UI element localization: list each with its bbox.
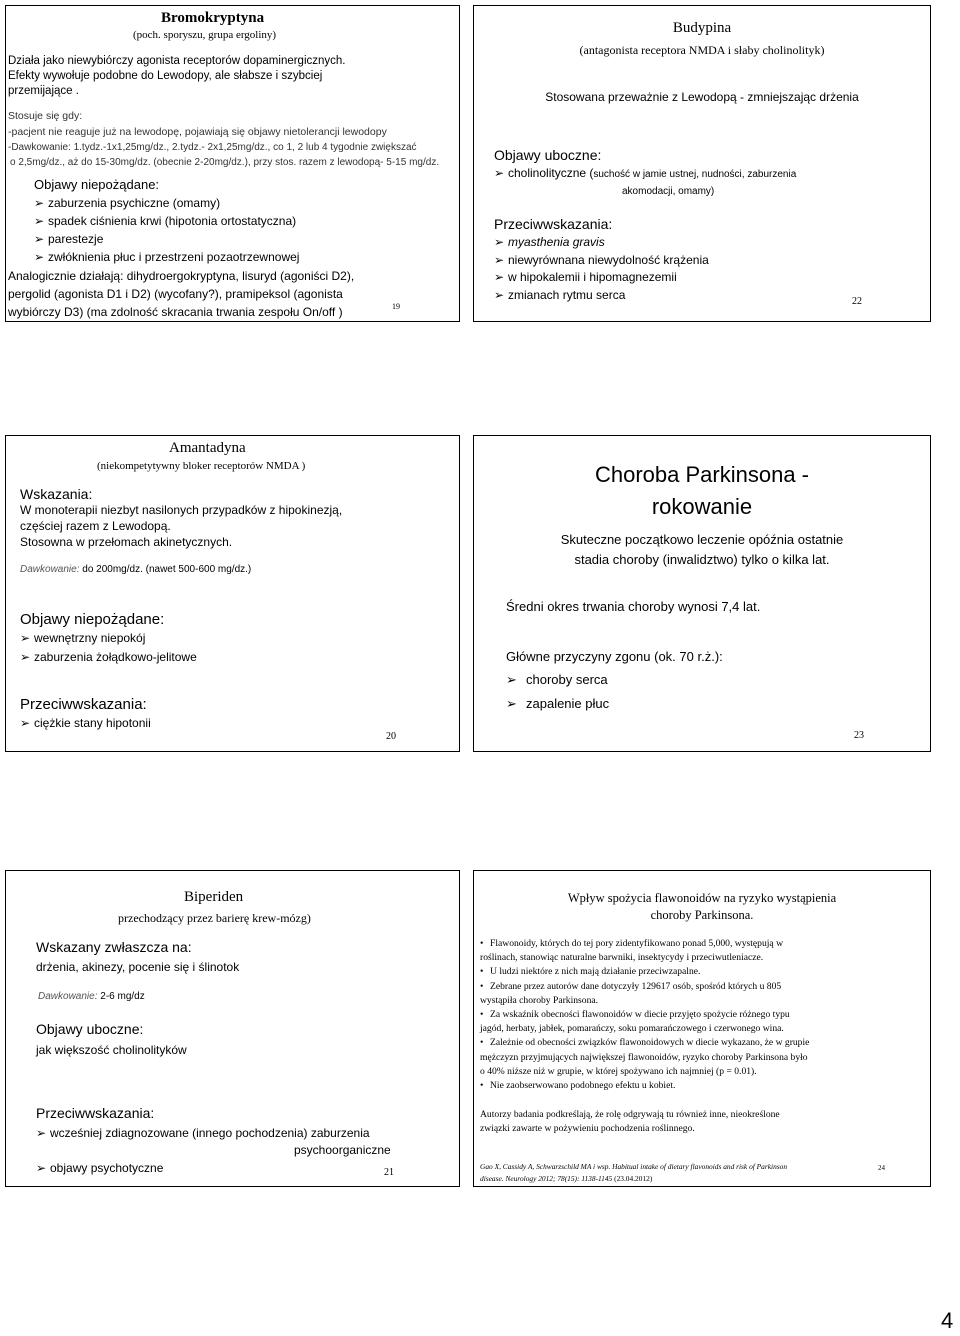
text-line: Stosuje się gdy: — [8, 110, 83, 122]
text-line: związki zawarte w pożywieniu pochodzenia roślinnego. — [480, 1123, 695, 1134]
section-heading: Wskazania: — [20, 486, 93, 502]
arrow-bullet-icon: ➢ — [494, 235, 505, 249]
list-item-detail: suchość w jamie ustnej, nudności, zaburzenia — [593, 169, 797, 180]
slide-flawonoidy — [473, 870, 931, 1187]
arrow-bullet-icon: ➢ — [506, 672, 517, 687]
bullet-list — [480, 937, 809, 1093]
slide-title: Choroba Parkinsona - — [594, 462, 809, 487]
arrow-bullet-icon: ➢ — [20, 716, 31, 730]
slide-number: 19 — [392, 302, 400, 311]
slide-subtitle: przechodzący przez barierę krew-mózg) — [118, 911, 311, 925]
list-item — [36, 1127, 370, 1141]
list-item-label: objawy psychotyczne — [50, 1161, 164, 1175]
slide-title: Bromokryptyna — [161, 10, 265, 26]
section-heading: Objawy niepożądane: — [20, 611, 165, 628]
list-item-label: choroby serca — [526, 672, 608, 687]
dosage-line — [20, 564, 251, 576]
dosage-line: o 2,5mg/dz., aż do 15-30mg/dz. (obecnie 2-20mg/dz.), przy stos. razem z lewodopą- 5-15 mg/dz. — [10, 157, 440, 168]
dosage-value: 2-6 mg/dz — [97, 991, 145, 1002]
page-number: 4 — [941, 1308, 954, 1333]
list-item — [34, 251, 299, 265]
text-line: Główne przyczyny zgonu (ok. 70 r.ż.): — [506, 649, 723, 664]
bullet-line — [480, 994, 809, 1008]
reference-date: (23.04.2012) — [614, 1174, 653, 1183]
bullet-dot-icon: • — [480, 1009, 484, 1021]
text-line: pergolid (agonista D1 i D2) (wycofany?), pramipeksol (agonista — [8, 287, 343, 301]
slide-number: 20 — [386, 731, 396, 742]
dosage-label: Dawkowanie: — [38, 991, 98, 1002]
bullet-text: wystąpiła choroby Parkinsona. — [480, 994, 599, 1006]
bullet-text: Za wskaźnik obecności flawonoidów w diecie przyjęto spożycie różnego typu — [490, 1009, 790, 1021]
dosage-line — [38, 991, 145, 1003]
bullet-line — [480, 1008, 809, 1022]
arrow-bullet-icon: ➢ — [34, 214, 45, 228]
slide-number: 24 — [878, 1164, 885, 1172]
list-item-label: wcześniej zdiagnozowane (innego pochodzenia) zaburzenia — [50, 1126, 370, 1140]
arrow-bullet-icon: ➢ — [494, 253, 505, 267]
list-item-label: zmianach rytmu serca — [508, 288, 626, 302]
list-item — [34, 197, 220, 211]
text-line: przemijające . — [8, 85, 79, 97]
list-item — [34, 215, 296, 229]
list-item-detail: akomodacji, omamy) — [622, 186, 715, 197]
list-item-label: parestezje — [48, 232, 104, 246]
list-item-label: myasthenia gravis — [508, 235, 605, 249]
slide-title: choroby Parkinsona. — [650, 908, 754, 922]
list-item — [494, 271, 677, 285]
bullet-text: roślinach, stanowiąc naturalne barwniki, insektycydy i przeciwutleniacze. — [480, 952, 764, 964]
section-heading: Przeciwwskazania: — [494, 216, 613, 232]
list-item — [20, 632, 145, 646]
section-heading: Objawy niepożądane: — [34, 177, 160, 192]
bullet-text: jagód, herbaty, jabłek, pomarańczy, soku pomarańczowego i czerwonego wina. — [480, 1023, 784, 1035]
list-item-label: zwłóknienia płuc i przestrzeni pozaotrzewnowej — [48, 250, 300, 264]
slide-subtitle: (antagonista receptora NMDA i słaby cholinolityk) — [579, 43, 825, 57]
text-line: Działa jako niewybiórczy agonista receptorów dopaminergicznych. — [8, 55, 346, 67]
slide-bromokryptyna — [5, 5, 460, 322]
bullet-line — [480, 980, 809, 994]
section-heading: Objawy uboczne: — [494, 147, 602, 163]
bullet-dot-icon: • — [480, 966, 484, 978]
slide-title: Amantadyna — [169, 440, 246, 456]
bullet-dot-icon: • — [480, 938, 484, 949]
bullet-dot-icon: • — [480, 1037, 484, 1049]
list-item — [494, 254, 709, 268]
slide-parkinson-rokowanie — [473, 435, 931, 752]
reference-line: Gao X, Cassidy A, Schwarzschild MA i wsp. Habitual intake of dietary flavonoids and risk of Parkinson — [480, 1162, 788, 1171]
list-item-label: zaburzenia psychiczne (omamy) — [48, 196, 221, 210]
slide-budypina — [473, 5, 931, 322]
text-line: częściej razem z Lewodopą. — [20, 519, 171, 533]
bullet-text: Zależnie od obecności związków flawonoidowych w diecie wykazano, że w grupie — [490, 1037, 810, 1049]
slide-title: Biperiden — [184, 889, 244, 905]
list-item — [34, 233, 103, 247]
arrow-bullet-icon: ➢ — [20, 650, 31, 664]
list-item — [494, 289, 625, 303]
bullet-line — [480, 1065, 809, 1079]
bullet-line — [480, 965, 809, 979]
arrow-bullet-icon: ➢ — [494, 288, 505, 302]
bullet-dot-icon: • — [480, 980, 484, 992]
list-item — [20, 717, 151, 731]
section-heading: Przeciwwskazania: — [20, 696, 147, 713]
slide-biperiden — [5, 870, 460, 1187]
reference-text: disease. Neurology 2012; 78(15): 1138-1145 — [480, 1174, 615, 1183]
list-item-label: zaburzenia żołądkowo-jelitowe — [34, 650, 197, 664]
arrow-bullet-icon: ➢ — [34, 250, 45, 264]
bullet-line — [480, 1051, 809, 1065]
arrow-bullet-icon: ➢ — [34, 196, 45, 210]
list-item-label: cholinolityczne ( — [508, 166, 594, 180]
arrow-bullet-icon: ➢ — [494, 270, 505, 284]
text-line: Stosowana przeważnie z Lewodopą - zmniejszając drżenia — [545, 90, 859, 104]
text-line: W monoterapii niezbyt nasilonych przypadków z hipokinezją, — [20, 503, 343, 517]
text-line: jak większość cholinolityków — [36, 1043, 187, 1057]
list-item-label: ciężkie stany hipotonii — [34, 716, 151, 730]
text-line: Efekty wywołuje podobne do Lewodopy, ale słabsze i szybciej — [8, 70, 323, 82]
slide-title: Budypina — [672, 20, 732, 36]
text-line: stadia choroby (inwalidztwo) tylko o kilka lat. — [574, 552, 830, 567]
text-line: Średni okres trwania choroby wynosi 7,4 lat. — [506, 599, 761, 614]
dosage-line: -Dawkowanie: 1.tydz.-1x1,25mg/dz., 2.tydz.- 2x1,25mg/dz., co 1, 2 lub 4 tygodnie zwiększać — [8, 142, 417, 153]
arrow-bullet-icon: ➢ — [506, 696, 517, 711]
arrow-bullet-icon: ➢ — [20, 631, 31, 645]
bullet-text: U ludzi niektóre z nich mają działanie przeciwzapalne. — [490, 966, 701, 978]
bullet-text: o 40% niższe niż w grupie, w której spożywano ich najmniej (p = 0.01). — [480, 1065, 757, 1077]
slide-number: 22 — [852, 296, 862, 307]
text-line: drżenia, akinezy, pocenie się i ślinotok — [36, 960, 240, 974]
bullet-text: mężczyzn przyjmujących największej flawonoidów, ryzyko choroby Parkinsona było — [480, 1051, 808, 1063]
section-heading: Przeciwwskazania: — [36, 1105, 155, 1121]
text-line: -pacjent nie reaguje już na lewodopę, pojawiają się objawy nietolerancji lewodopy — [8, 126, 387, 138]
text-line: wybiórczy D3) (ma zdolność skracania trwania zespołu On/off ) — [8, 305, 343, 319]
bullet-line — [480, 1036, 809, 1050]
text-line: Autorzy badania podkreślają, że rolę odgrywają tu również inne, nieokreślone — [480, 1109, 780, 1120]
slide-title: rokowanie — [651, 494, 753, 519]
list-item — [494, 167, 796, 181]
bullet-text: Zebrane przez autorów dane dotyczyły 129617 osób, spośród których u 805 — [490, 980, 782, 992]
bullet-text: Flawonoidy, których do tej pory zidentyfikowano ponad 5,000, występują w — [490, 938, 784, 949]
list-item-label: psychoorganiczne — [294, 1143, 391, 1157]
bullet-line — [480, 937, 809, 951]
list-item — [506, 697, 609, 712]
slide-subtitle: (niekompetytywny bloker receptorów NMDA ) — [97, 460, 306, 472]
bullet-dot-icon: • — [480, 1080, 484, 1092]
slide-number: 21 — [384, 1167, 394, 1178]
list-item-label: wewnętrzny niepokój — [34, 631, 146, 645]
arrow-bullet-icon: ➢ — [34, 232, 45, 246]
bullet-text: Nie zaobserwowano podobnego efektu u kobiet. — [490, 1080, 676, 1092]
list-item-label: zapalenie płuc — [526, 696, 610, 711]
dosage-value: do 200mg/dz. (nawet 500-600 mg/dz.) — [79, 564, 252, 575]
slide-title: Wpływ spożycia flawonoidów na ryzyko wystąpienia — [567, 891, 837, 905]
slide-amantadyna — [5, 435, 460, 752]
bullet-line — [480, 951, 809, 965]
reference-line — [480, 1175, 652, 1184]
section-heading: Wskazany zwłaszcza na: — [36, 939, 192, 955]
text-line: Skuteczne początkowo leczenie opóźnia ostatnie — [560, 532, 844, 547]
list-item-label: spadek ciśnienia krwi (hipotonia ortostatyczna) — [48, 214, 297, 228]
bullet-line — [480, 1079, 809, 1093]
text-line: Stosowna w przełomach akinetycznych. — [20, 535, 233, 549]
list-item — [20, 651, 197, 665]
list-item — [36, 1162, 163, 1176]
list-item-label: w hipokalemii i hipomagnezemii — [508, 270, 677, 284]
section-heading: Objawy uboczne: — [36, 1021, 144, 1037]
list-item — [506, 673, 608, 688]
slide-subtitle: (poch. sporyszu, grupa ergoliny) — [133, 29, 277, 41]
list-item-label: niewyrównana niewydolność krążenia — [508, 253, 709, 267]
arrow-bullet-icon: ➢ — [36, 1126, 47, 1140]
slide-number: 23 — [854, 730, 864, 741]
list-item — [494, 236, 605, 250]
arrow-bullet-icon: ➢ — [494, 166, 505, 180]
dosage-label: Dawkowanie: — [20, 564, 80, 575]
bullet-line — [480, 1022, 809, 1036]
text-line: Analogicznie działają: dihydroergokryptyna, lisuryd (agoniści D2), — [8, 269, 355, 283]
arrow-bullet-icon: ➢ — [36, 1161, 47, 1175]
